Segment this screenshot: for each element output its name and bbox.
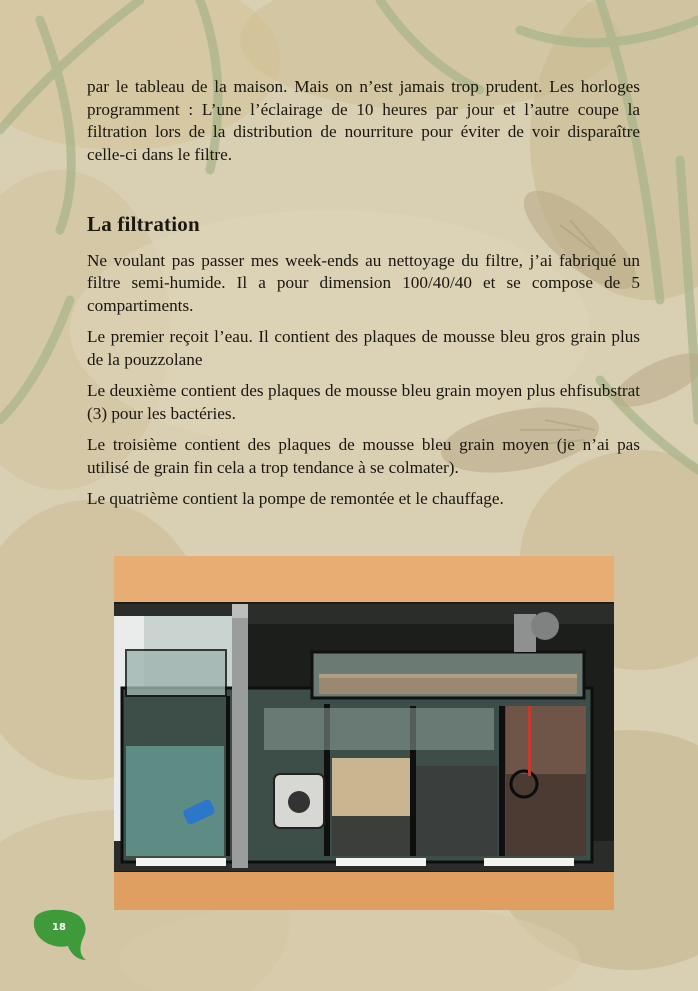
paragraph-third-compartment: Le troisième contient des plaques de mousse bleu grain moyen (je n’ai pas utilisé de grain fin cela a trop tendance à se colmater). — [87, 435, 640, 477]
paragraph-second-compartment: Le deuxième contient des plaques de mousse bleu grain moyen plus ehfisubstrat (3) pour les bactéries. — [87, 381, 640, 423]
paragraph-filter-intro: Ne voulant pas passer mes week-ends au nettoyage du filtre, j’ai fabriqué un filtre semi-humide. Il a pour dimension 100/40/40 et se compose de 5 compartiments. — [87, 250, 640, 315]
green-fish-icon — [30, 906, 92, 962]
section-heading: La filtration — [87, 212, 200, 236]
paragraph-first-compartment: Le premier reçoit l’eau. Il contient des plaques de mousse bleu gros grain plus de la pouzzolane — [87, 327, 640, 369]
intro-paragraph: par le tableau de la maison. Mais on n’est jamais trop prudent. Les horloges programment : L’une l’éclairage de 10 heures par jour et l’autre coupe la filtration lors de la distribution de nourriture pour éviter de voir disparaître celle-ci dans le filtre. — [87, 77, 640, 164]
page-number-badge — [30, 906, 92, 962]
article-body — [87, 76, 640, 520]
filter-photo — [114, 556, 614, 910]
page-number: 18 — [52, 922, 66, 933]
paragraph-fourth-compartment: Le quatrième contient la pompe de remontée et le chauffage. — [87, 489, 504, 508]
